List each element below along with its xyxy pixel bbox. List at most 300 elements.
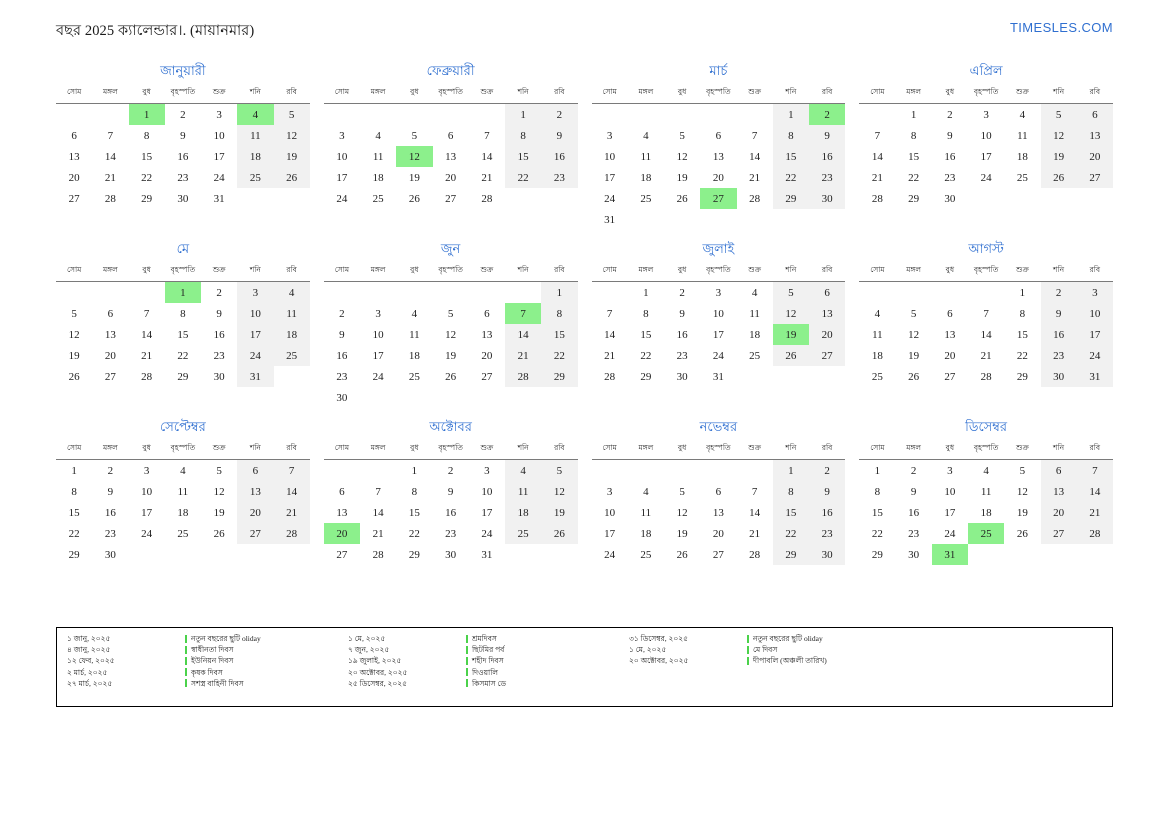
day-cell[interactable]: 5 <box>216 464 222 477</box>
day-cell[interactable]: 30 <box>809 544 845 565</box>
day-cell[interactable]: 24 <box>141 527 153 540</box>
day-cell[interactable]: 3 <box>715 286 722 299</box>
day-cell[interactable]: 15 <box>773 502 809 523</box>
day-cell[interactable]: 11 <box>409 328 420 341</box>
day-cell[interactable]: 5 <box>71 307 77 320</box>
day-cell[interactable]: 18 <box>980 506 992 519</box>
day-cell[interactable]: 6 <box>447 129 454 142</box>
day-cell[interactable]: 23 <box>944 171 956 184</box>
day-cell[interactable]: 28 <box>749 548 761 561</box>
day-cell[interactable]: 30 <box>213 370 225 383</box>
day-cell[interactable]: 3 <box>947 464 953 477</box>
day-cell[interactable]: 23 <box>1041 345 1077 366</box>
day-cell[interactable]: 9 <box>809 125 845 146</box>
day-cell[interactable]: 5 <box>773 282 809 304</box>
day-cell[interactable]: 31 <box>213 192 225 205</box>
day-cell[interactable]: 20 <box>712 527 724 540</box>
day-cell[interactable]: 12 <box>213 485 225 498</box>
day-cell[interactable]: 2 <box>910 464 917 477</box>
day-cell[interactable]: 24 <box>481 527 493 540</box>
day-cell[interactable]: 22 <box>640 349 652 362</box>
day-cell[interactable]: 21 <box>749 171 761 184</box>
day-cell[interactable]: 25 <box>640 192 652 205</box>
day-cell[interactable]: 9 <box>809 481 845 502</box>
day-cell[interactable]: 7 <box>874 129 881 142</box>
day-cell[interactable]: 26 <box>445 370 457 383</box>
day-cell[interactable]: 10 <box>604 506 616 519</box>
day-cell[interactable]: 11 <box>177 485 189 498</box>
day-cell[interactable]: 17 <box>336 171 348 184</box>
day-cell[interactable]: 16 <box>944 150 956 163</box>
day-cell[interactable]: 21 <box>372 527 384 540</box>
day-cell[interactable]: 17 <box>712 328 724 341</box>
day-cell[interactable]: 23 <box>336 370 348 383</box>
day-cell[interactable]: 14 <box>604 328 616 341</box>
day-cell[interactable]: 28 <box>104 192 116 205</box>
day-cell[interactable]: 30 <box>944 192 956 205</box>
day-cell[interactable]: 21 <box>604 349 616 362</box>
day-cell[interactable]: 26 <box>213 527 225 540</box>
day-cell[interactable]: 3 <box>375 307 381 320</box>
day-cell[interactable]: 17 <box>944 506 956 519</box>
day-cell[interactable]: 5 <box>1041 104 1077 126</box>
day-cell[interactable]: 3 <box>216 108 222 121</box>
day-cell[interactable]: 11 <box>505 481 541 502</box>
day-cell[interactable]: 7 <box>143 307 150 320</box>
day-cell[interactable]: 9 <box>107 485 114 498</box>
day-cell[interactable]: 29 <box>68 548 80 561</box>
day-cell[interactable]: 4 <box>274 282 310 304</box>
day-cell[interactable]: 29 <box>773 188 809 209</box>
day-cell[interactable]: 21 <box>980 349 992 362</box>
day-cell[interactable]: 18 <box>640 171 652 184</box>
day-cell[interactable]: 5 <box>679 129 685 142</box>
day-cell[interactable]: 31 <box>712 370 724 383</box>
day-cell[interactable]: 2 <box>107 464 114 477</box>
day-cell[interactable]: 5 <box>910 307 917 320</box>
day-cell[interactable]: 26 <box>408 192 420 205</box>
day-cell[interactable]: 13 <box>712 506 724 519</box>
day-cell[interactable]: 12 <box>68 328 80 341</box>
day-cell[interactable]: 30 <box>104 548 116 561</box>
day-cell[interactable]: 18 <box>749 328 761 341</box>
day-cell[interactable]: 2 <box>447 464 454 477</box>
day-cell[interactable]: 20 <box>944 349 956 362</box>
day-cell[interactable]: 1 <box>1019 286 1026 299</box>
day-cell[interactable]: 24 <box>604 548 616 561</box>
day-cell[interactable]: 14 <box>104 150 116 163</box>
day-cell-holiday[interactable]: 25 <box>968 523 1004 544</box>
day-cell[interactable]: 9 <box>180 129 186 142</box>
day-cell[interactable]: 13 <box>944 328 956 341</box>
day-cell[interactable]: 15 <box>141 150 153 163</box>
day-cell[interactable]: 1 <box>541 282 577 304</box>
day-cell[interactable]: 27 <box>944 370 956 383</box>
day-cell[interactable]: 30 <box>676 370 688 383</box>
day-cell[interactable]: 5 <box>679 485 685 498</box>
day-cell[interactable]: 10 <box>237 303 273 324</box>
day-cell-holiday[interactable]: 7 <box>505 303 541 324</box>
day-cell[interactable]: 6 <box>484 307 490 320</box>
day-cell[interactable]: 26 <box>541 523 577 544</box>
day-cell[interactable]: 27 <box>1041 523 1077 544</box>
day-cell[interactable]: 15 <box>541 324 577 345</box>
day-cell[interactable]: 24 <box>604 192 616 205</box>
day-cell[interactable]: 18 <box>237 146 273 167</box>
day-cell[interactable]: 6 <box>715 485 722 498</box>
day-cell[interactable]: 24 <box>712 349 724 362</box>
day-cell[interactable]: 21 <box>481 171 493 184</box>
day-cell[interactable]: 23 <box>445 527 457 540</box>
day-cell[interactable]: 24 <box>1077 345 1113 366</box>
day-cell[interactable]: 26 <box>68 370 80 383</box>
day-cell[interactable]: 10 <box>1077 303 1113 324</box>
day-cell[interactable]: 25 <box>871 370 883 383</box>
day-cell[interactable]: 4 <box>375 129 381 142</box>
day-cell[interactable]: 13 <box>237 481 273 502</box>
day-cell-holiday[interactable]: 1 <box>165 282 201 304</box>
day-cell[interactable]: 16 <box>445 506 457 519</box>
day-cell[interactable]: 10 <box>980 129 992 142</box>
day-cell[interactable]: 23 <box>104 527 116 540</box>
day-cell[interactable]: 22 <box>141 171 153 184</box>
day-cell[interactable]: 1 <box>773 460 809 482</box>
day-cell[interactable]: 18 <box>274 324 310 345</box>
day-cell[interactable]: 14 <box>749 150 761 163</box>
day-cell[interactable]: 24 <box>944 527 956 540</box>
day-cell[interactable]: 21 <box>104 171 116 184</box>
day-cell[interactable]: 6 <box>1041 460 1077 482</box>
day-cell[interactable]: 16 <box>177 150 189 163</box>
day-cell[interactable]: 11 <box>640 506 652 519</box>
day-cell[interactable]: 19 <box>1041 146 1077 167</box>
day-cell[interactable]: 13 <box>104 328 116 341</box>
day-cell[interactable]: 2 <box>339 307 345 320</box>
day-cell[interactable]: 19 <box>676 527 688 540</box>
day-cell[interactable]: 1 <box>773 104 809 126</box>
day-cell[interactable]: 31 <box>1077 366 1113 387</box>
day-cell[interactable]: 16 <box>1041 324 1077 345</box>
day-cell[interactable]: 26 <box>1016 527 1028 540</box>
day-cell[interactable]: 15 <box>505 146 541 167</box>
day-cell[interactable]: 13 <box>68 150 80 163</box>
day-cell[interactable]: 14 <box>141 328 153 341</box>
day-cell[interactable]: 29 <box>541 366 577 387</box>
day-cell[interactable]: 28 <box>274 523 310 544</box>
day-cell[interactable]: 1 <box>874 464 881 477</box>
day-cell[interactable]: 11 <box>872 328 883 341</box>
day-cell[interactable]: 11 <box>749 307 760 320</box>
day-cell[interactable]: 17 <box>213 150 225 163</box>
day-cell[interactable]: 15 <box>1016 328 1028 341</box>
day-cell[interactable]: 9 <box>216 307 222 320</box>
day-cell[interactable]: 14 <box>1077 481 1113 502</box>
day-cell-holiday[interactable]: 12 <box>396 146 432 167</box>
day-cell[interactable]: 9 <box>541 125 577 146</box>
day-cell[interactable]: 15 <box>773 146 809 167</box>
day-cell[interactable]: 16 <box>104 506 116 519</box>
day-cell[interactable]: 27 <box>1077 167 1113 188</box>
day-cell[interactable]: 19 <box>408 171 420 184</box>
day-cell[interactable]: 24 <box>213 171 225 184</box>
day-cell[interactable]: 20 <box>712 171 724 184</box>
day-cell[interactable]: 12 <box>274 125 310 146</box>
day-cell[interactable]: 19 <box>908 349 920 362</box>
day-cell[interactable]: 12 <box>1041 125 1077 146</box>
day-cell[interactable]: 4 <box>983 464 989 477</box>
day-cell[interactable]: 7 <box>606 307 613 320</box>
day-cell[interactable]: 17 <box>481 506 493 519</box>
day-cell[interactable]: 6 <box>715 129 722 142</box>
day-cell[interactable]: 8 <box>1019 307 1026 320</box>
day-cell[interactable]: 18 <box>1016 150 1028 163</box>
day-cell[interactable]: 12 <box>541 481 577 502</box>
day-cell[interactable]: 11 <box>274 303 310 324</box>
day-cell[interactable]: 22 <box>541 345 577 366</box>
day-cell[interactable]: 4 <box>643 485 649 498</box>
day-cell[interactable]: 4 <box>643 129 649 142</box>
day-cell[interactable]: 13 <box>1077 125 1113 146</box>
day-cell[interactable]: 10 <box>372 328 384 341</box>
day-cell[interactable]: 6 <box>947 307 953 320</box>
day-cell[interactable]: 12 <box>445 328 457 341</box>
day-cell[interactable]: 25 <box>505 523 541 544</box>
day-cell[interactable]: 14 <box>871 150 883 163</box>
day-cell[interactable]: 8 <box>505 125 541 146</box>
day-cell[interactable]: 6 <box>1077 104 1113 126</box>
day-cell[interactable]: 20 <box>104 349 116 362</box>
day-cell-holiday[interactable]: 19 <box>773 324 809 345</box>
day-cell[interactable]: 16 <box>213 328 225 341</box>
day-cell[interactable]: 19 <box>445 349 457 362</box>
day-cell[interactable]: 27 <box>104 370 116 383</box>
day-cell[interactable]: 1 <box>411 464 418 477</box>
day-cell[interactable]: 16 <box>908 506 920 519</box>
day-cell[interactable]: 3 <box>339 129 345 142</box>
day-cell[interactable]: 16 <box>809 502 845 523</box>
day-cell[interactable]: 25 <box>237 167 273 188</box>
day-cell[interactable]: 6 <box>809 282 845 304</box>
day-cell[interactable]: 23 <box>676 349 688 362</box>
day-cell[interactable]: 24 <box>336 192 348 205</box>
day-cell[interactable]: 10 <box>481 485 493 498</box>
day-cell[interactable]: 22 <box>177 349 189 362</box>
day-cell[interactable]: 16 <box>676 328 688 341</box>
day-cell[interactable]: 13 <box>809 303 845 324</box>
day-cell[interactable]: 22 <box>408 527 420 540</box>
day-cell[interactable]: 27 <box>481 370 493 383</box>
day-cell[interactable]: 10 <box>336 150 348 163</box>
day-cell[interactable]: 17 <box>141 506 153 519</box>
day-cell[interactable]: 4 <box>505 460 541 482</box>
day-cell[interactable]: 29 <box>408 548 420 561</box>
day-cell[interactable]: 12 <box>773 303 809 324</box>
day-cell[interactable]: 14 <box>505 324 541 345</box>
day-cell[interactable]: 30 <box>336 391 348 404</box>
day-cell[interactable]: 12 <box>676 506 688 519</box>
day-cell[interactable]: 28 <box>871 192 883 205</box>
day-cell[interactable]: 13 <box>1041 481 1077 502</box>
day-cell[interactable]: 21 <box>274 502 310 523</box>
day-cell[interactable]: 29 <box>1016 370 1028 383</box>
day-cell[interactable]: 25 <box>177 527 189 540</box>
day-cell[interactable]: 10 <box>213 129 225 142</box>
day-cell[interactable]: 17 <box>372 349 384 362</box>
day-cell[interactable]: 3 <box>606 129 613 142</box>
day-cell[interactable]: 8 <box>643 307 649 320</box>
day-cell[interactable]: 7 <box>375 485 381 498</box>
day-cell[interactable]: 14 <box>481 150 493 163</box>
day-cell[interactable]: 22 <box>68 527 80 540</box>
day-cell[interactable]: 4 <box>180 464 186 477</box>
day-cell[interactable]: 7 <box>751 129 758 142</box>
day-cell[interactable]: 22 <box>505 167 541 188</box>
day-cell[interactable]: 27 <box>336 548 348 561</box>
day-cell[interactable]: 23 <box>541 167 577 188</box>
day-cell[interactable]: 11 <box>980 485 992 498</box>
day-cell[interactable]: 25 <box>372 192 384 205</box>
day-cell[interactable]: 26 <box>676 192 688 205</box>
day-cell[interactable]: 26 <box>676 548 688 561</box>
day-cell[interactable]: 20 <box>445 171 457 184</box>
day-cell[interactable]: 7 <box>1077 460 1113 482</box>
day-cell[interactable]: 8 <box>874 485 881 498</box>
day-cell[interactable]: 20 <box>1077 146 1113 167</box>
day-cell[interactable]: 17 <box>604 171 616 184</box>
day-cell[interactable]: 18 <box>871 349 883 362</box>
day-cell[interactable]: 29 <box>141 192 153 205</box>
day-cell[interactable]: 21 <box>141 349 153 362</box>
day-cell[interactable]: 22 <box>773 523 809 544</box>
day-cell[interactable]: 10 <box>604 150 616 163</box>
day-cell[interactable]: 1 <box>643 286 649 299</box>
day-cell[interactable]: 1 <box>910 108 917 121</box>
day-cell[interactable]: 22 <box>871 527 883 540</box>
day-cell[interactable]: 4 <box>751 286 758 299</box>
day-cell[interactable]: 1 <box>71 464 77 477</box>
day-cell[interactable]: 8 <box>773 125 809 146</box>
day-cell[interactable]: 7 <box>751 485 758 498</box>
day-cell[interactable]: 2 <box>541 104 577 126</box>
day-cell[interactable]: 28 <box>372 548 384 561</box>
day-cell[interactable]: 2 <box>180 108 186 121</box>
day-cell[interactable]: 14 <box>372 506 384 519</box>
day-cell[interactable]: 26 <box>274 167 310 188</box>
day-cell[interactable]: 19 <box>676 171 688 184</box>
day-cell[interactable]: 21 <box>1077 502 1113 523</box>
day-cell-holiday[interactable]: 27 <box>700 188 736 209</box>
day-cell[interactable]: 10 <box>944 485 956 498</box>
day-cell[interactable]: 27 <box>237 523 273 544</box>
day-cell[interactable]: 8 <box>773 481 809 502</box>
day-cell[interactable]: 11 <box>1017 129 1028 142</box>
day-cell[interactable]: 29 <box>640 370 652 383</box>
day-cell[interactable]: 2 <box>679 286 685 299</box>
day-cell[interactable]: 25 <box>1016 171 1028 184</box>
day-cell[interactable]: 14 <box>980 328 992 341</box>
day-cell[interactable]: 31 <box>481 548 493 561</box>
day-cell[interactable]: 9 <box>910 485 917 498</box>
day-cell[interactable]: 24 <box>372 370 384 383</box>
day-cell[interactable]: 4 <box>1019 108 1026 121</box>
day-cell[interactable]: 9 <box>947 129 953 142</box>
day-cell[interactable]: 6 <box>107 307 114 320</box>
day-cell[interactable]: 25 <box>408 370 420 383</box>
day-cell[interactable]: 27 <box>712 548 724 561</box>
day-cell[interactable]: 8 <box>541 303 577 324</box>
day-cell[interactable]: 29 <box>177 370 189 383</box>
day-cell[interactable]: 31 <box>604 213 616 226</box>
day-cell[interactable]: 16 <box>809 146 845 167</box>
day-cell[interactable]: 14 <box>274 481 310 502</box>
day-cell[interactable]: 8 <box>71 485 77 498</box>
day-cell[interactable]: 28 <box>1077 523 1113 544</box>
day-cell[interactable]: 22 <box>1016 349 1028 362</box>
day-cell[interactable]: 20 <box>481 349 493 362</box>
day-cell[interactable]: 26 <box>773 345 809 366</box>
day-cell[interactable]: 3 <box>606 485 613 498</box>
day-cell[interactable]: 13 <box>445 150 457 163</box>
day-cell[interactable]: 9 <box>447 485 454 498</box>
day-cell[interactable]: 15 <box>908 150 920 163</box>
day-cell[interactable]: 3 <box>237 282 273 304</box>
day-cell[interactable]: 4 <box>411 307 418 320</box>
day-cell[interactable]: 19 <box>68 349 80 362</box>
day-cell-holiday[interactable]: 31 <box>932 544 968 565</box>
day-cell[interactable]: 8 <box>180 307 186 320</box>
day-cell[interactable]: 12 <box>908 328 920 341</box>
day-cell[interactable]: 10 <box>141 485 153 498</box>
day-cell[interactable]: 4 <box>874 307 881 320</box>
day-cell[interactable]: 28 <box>749 192 761 205</box>
day-cell[interactable]: 2 <box>809 460 845 482</box>
day-cell[interactable]: 18 <box>372 171 384 184</box>
day-cell[interactable]: 16 <box>336 349 348 362</box>
day-cell[interactable]: 30 <box>177 192 189 205</box>
day-cell[interactable]: 23 <box>908 527 920 540</box>
day-cell[interactable]: 5 <box>274 104 310 126</box>
day-cell[interactable]: 30 <box>908 548 920 561</box>
day-cell[interactable]: 23 <box>809 167 845 188</box>
day-cell[interactable]: 11 <box>372 150 384 163</box>
day-cell[interactable]: 19 <box>274 146 310 167</box>
day-cell[interactable]: 28 <box>980 370 992 383</box>
day-cell[interactable]: 7 <box>484 129 490 142</box>
day-cell[interactable]: 27 <box>68 192 80 205</box>
day-cell[interactable]: 15 <box>871 506 883 519</box>
day-cell-holiday[interactable]: 2 <box>809 104 845 126</box>
day-cell[interactable]: 5 <box>1019 464 1026 477</box>
day-cell[interactable]: 17 <box>237 324 273 345</box>
day-cell[interactable]: 31 <box>237 366 273 387</box>
day-cell[interactable]: 12 <box>1016 485 1028 498</box>
day-cell[interactable]: 3 <box>484 464 490 477</box>
day-cell[interactable]: 15 <box>640 328 652 341</box>
day-cell[interactable]: 26 <box>908 370 920 383</box>
day-cell[interactable]: 26 <box>1041 167 1077 188</box>
day-cell[interactable]: 2 <box>947 108 953 121</box>
day-cell[interactable]: 8 <box>143 129 150 142</box>
day-cell[interactable]: 15 <box>408 506 420 519</box>
day-cell[interactable]: 20 <box>1041 502 1077 523</box>
day-cell[interactable]: 22 <box>773 167 809 188</box>
day-cell[interactable]: 5 <box>541 460 577 482</box>
day-cell[interactable]: 12 <box>676 150 688 163</box>
day-cell[interactable]: 13 <box>336 506 348 519</box>
day-cell[interactable]: 20 <box>237 502 273 523</box>
day-cell[interactable]: 7 <box>107 129 114 142</box>
day-cell[interactable]: 1 <box>505 104 541 126</box>
